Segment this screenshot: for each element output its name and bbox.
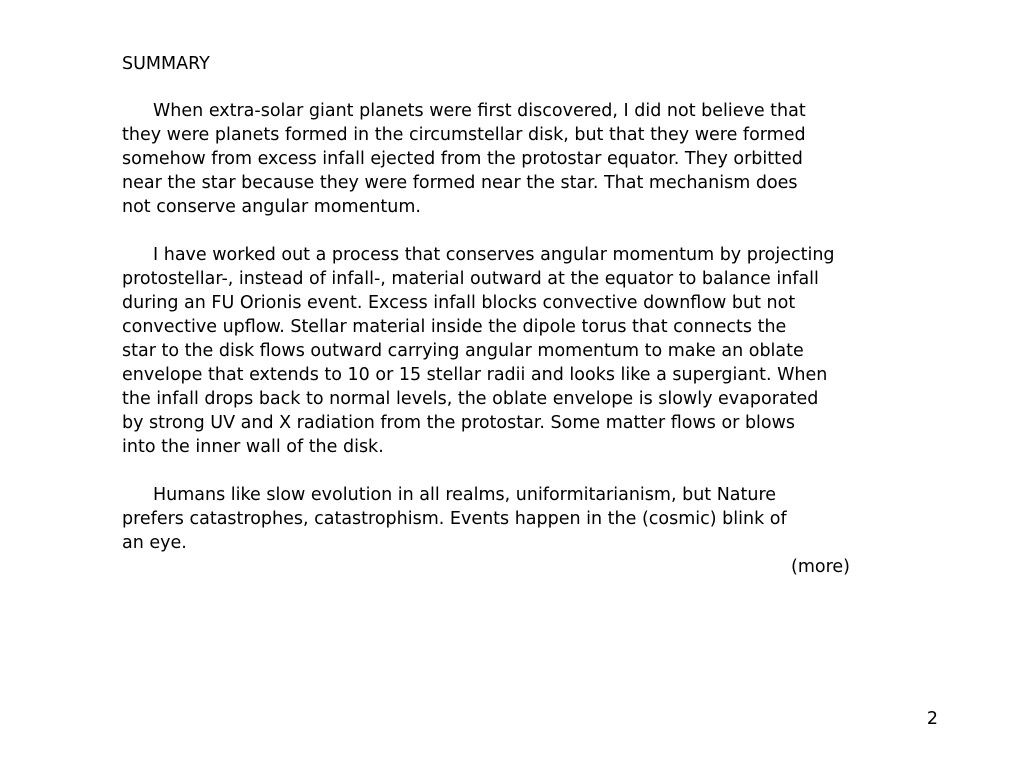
- paragraph-2-line: star to the disk flows outward carrying angular momentum to make an oblate: [122, 341, 804, 361]
- paragraph-1-line: When extra-solar giant planets were first discovered, I did not believe that: [153, 101, 806, 121]
- paragraph-2-line: the infall drops back to normal levels, the oblate envelope is slowly evaporated: [122, 389, 819, 409]
- paragraph-1-line: somehow from excess infall ejected from the protostar equator. They orbitted: [122, 149, 803, 169]
- paragraph-2-line: I have worked out a process that conserves angular momentum by projecting: [153, 245, 835, 265]
- paragraph-3-line: Humans like slow evolution in all realms, uniformitarianism, but Nature: [153, 485, 777, 505]
- paragraph-1-line: they were planets formed in the circumstellar disk, but that they were formed: [122, 125, 806, 145]
- paragraph-1: [122, 99, 806, 219]
- paragraph-1-line: not conserve angular momentum.: [122, 197, 421, 217]
- paragraph-2-line: into the inner wall of the disk.: [122, 437, 384, 457]
- paragraph-2: [122, 243, 835, 459]
- summary-heading: SUMMARY: [122, 54, 210, 74]
- paragraph-2-line: protostellar-, instead of infall-, material outward at the equator to balance infall: [122, 269, 819, 289]
- paragraph-3-line: an eye.: [122, 533, 187, 553]
- continuation-note: (more): [791, 557, 850, 577]
- paragraph-2-line: envelope that extends to 10 or 15 stellar radii and looks like a supergiant. When: [122, 365, 828, 385]
- paragraph-2-line: during an FU Orionis event. Excess infall blocks convective downflow but not: [122, 293, 796, 313]
- paragraph-1-line: near the star because they were formed near the star. That mechanism does: [122, 173, 798, 193]
- paragraph-3: [122, 483, 787, 555]
- paragraph-2-line: by strong UV and X radiation from the protostar. Some matter flows or blows: [122, 413, 796, 433]
- paragraph-3-line: prefers catastrophes, catastrophism. Events happen in the (cosmic) blink of: [122, 509, 787, 529]
- page-number: 2: [926, 709, 938, 729]
- paragraph-2-line: convective upflow. Stellar material inside the dipole torus that connects the: [122, 317, 787, 337]
